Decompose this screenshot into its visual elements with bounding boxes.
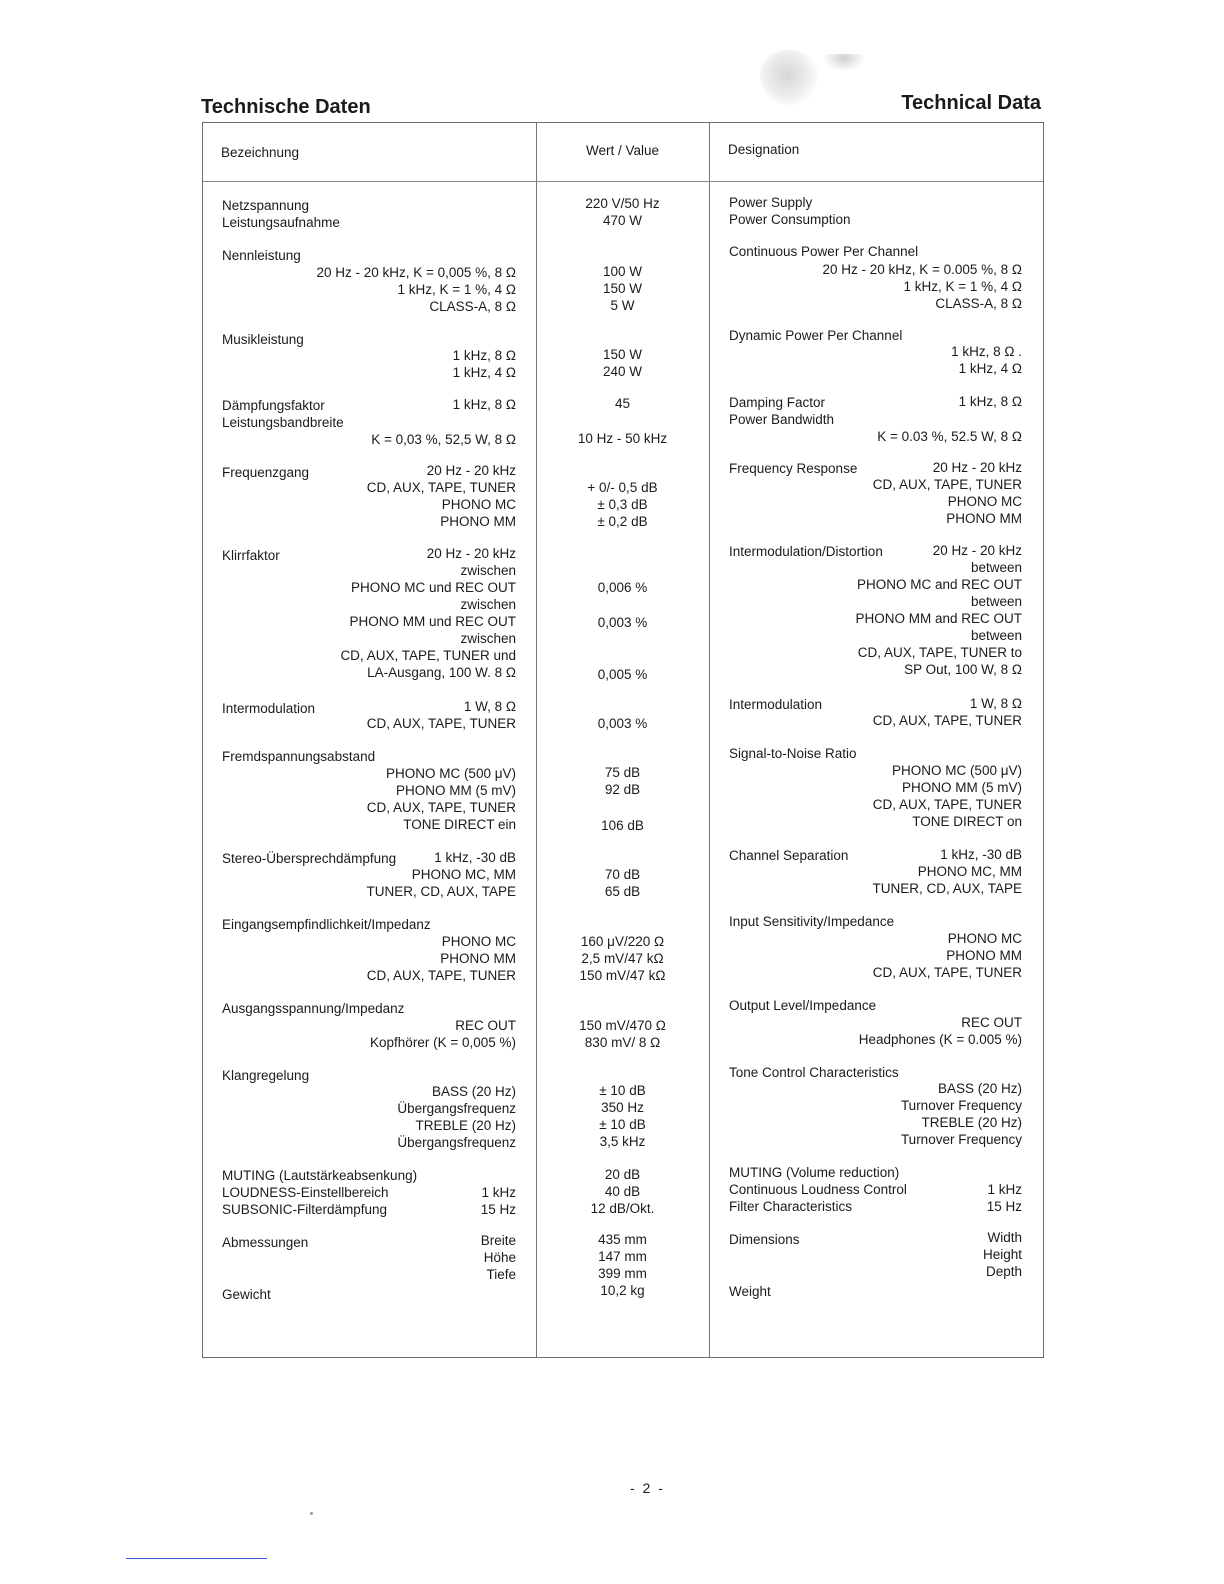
intermod-title-en: Intermodulation bbox=[729, 697, 823, 712]
column-divider bbox=[709, 123, 710, 1357]
input-values: 160 μV/220 Ω 2,5 mV/47 kΩ 150 mV/47 kΩ bbox=[579, 934, 666, 983]
snr-conditions-en: PHONO MC (500 μV) PHONO MM (5 mV) CD, AUX, TAPE, TUNER TONE DIRECT on bbox=[872, 763, 1022, 829]
music-power-title-en: Dynamic Power Per Channel bbox=[729, 328, 903, 343]
snr-values: 75 dB 92 dB bbox=[604, 765, 641, 797]
muting-labels-en: MUTING (Volume reduction) Continuous Loudness Control Filter Characteristics bbox=[729, 1165, 907, 1214]
intermod-conditions-en: CD, AUX, TAPE, TUNER bbox=[872, 713, 1022, 728]
distortion-conditions-de: zwischen PHONO MC und REC OUT zwischen PHONO MM und REC OUT zwischen CD, AUX, TAPE, TUNER und LA-Ausgang, 100 W. 8 Ω bbox=[340, 563, 516, 680]
power-supply-de: Netzspannung Leistungsaufnahme bbox=[222, 198, 340, 230]
distortion-title-en: Intermodulation/Distortion bbox=[729, 544, 883, 559]
power-supply-en: Power Supply Power Consumption bbox=[729, 195, 851, 227]
output-conditions-de: REC OUT Kopfhörer (K = 0,005 %) bbox=[370, 1018, 516, 1050]
dimensions-title-en: Dimensions bbox=[729, 1232, 800, 1247]
rated-power-conditions-de: 20 Hz - 20 kHz, K = 0,005 %, 8 Ω 1 kHz, K = 1 %, 4 Ω CLASS-A, 8 Ω bbox=[316, 265, 516, 314]
output-conditions-en: REC OUT Headphones (K = 0.005 %) bbox=[858, 1015, 1022, 1047]
freq-response-conditions-en: CD, AUX, TAPE, TUNER PHONO MC PHONO MM bbox=[872, 477, 1022, 526]
intermod-conditions-de: CD, AUX, TAPE, TUNER bbox=[366, 716, 516, 731]
muting-labels-de: MUTING (Lautstärkeabsenkung) LOUDNESS-Einstellbereich SUBSONIC-Filterdämpfung bbox=[222, 1168, 418, 1217]
rated-power-title-de: Nennleistung bbox=[222, 248, 301, 263]
damping-title-de: Dämpfungsfaktor bbox=[222, 398, 325, 413]
freq-response-conditions-de: CD, AUX, TAPE, TUNER PHONO MC PHONO MM bbox=[366, 480, 516, 529]
smudge-mark-small bbox=[823, 54, 865, 72]
output-values: 150 mV/470 Ω 830 mV/ 8 Ω bbox=[579, 1018, 666, 1050]
tone-conditions-de: BASS (20 Hz) Übergangsfrequenz TREBLE (20 Hz) Übergangsfrequenz bbox=[397, 1084, 516, 1150]
separation-title-cond-en: 1 kHz, -30 dB bbox=[940, 847, 1022, 862]
tone-title-de: Klangregelung bbox=[222, 1068, 310, 1083]
intermod-title-de: Intermodulation bbox=[222, 701, 316, 716]
freq-response-values: + 0/- 0,5 dB ± 0,3 dB ± 0,2 dB bbox=[587, 480, 658, 529]
muting-values: 20 dB 40 dB 12 dB/Okt. bbox=[590, 1167, 655, 1216]
snr-conditions-de: PHONO MC (500 μV) PHONO MM (5 mV) CD, AUX, TAPE, TUNER TONE DIRECT ein bbox=[366, 766, 516, 832]
muting-conditions-en: 1 kHz 15 Hz bbox=[986, 1182, 1022, 1214]
header-designation-en: Designation bbox=[728, 142, 800, 157]
input-title-de: Eingangsempfindlichkeit/Impedanz bbox=[222, 917, 431, 932]
snr-value-tone-direct: 106 dB bbox=[601, 818, 644, 833]
rated-power-title-en: Continuous Power Per Channel bbox=[729, 244, 919, 259]
bandwidth-title-en: Power Bandwidth bbox=[729, 412, 835, 427]
snr-title-en: Signal-to-Noise Ratio bbox=[729, 746, 857, 761]
input-conditions-en: PHONO MC PHONO MM CD, AUX, TAPE, TUNER bbox=[872, 931, 1022, 980]
header-divider bbox=[203, 181, 1043, 182]
distortion-title-cond-en: 20 Hz - 20 kHz bbox=[932, 543, 1022, 558]
freq-response-title-cond-de: 20 Hz - 20 kHz bbox=[426, 463, 516, 478]
distortion-value-mm: 0,003 % bbox=[597, 615, 648, 630]
damping-title-en: Damping Factor bbox=[729, 395, 826, 410]
dimensions-values: 435 mm 147 mm 399 mm 10,2 kg bbox=[598, 1232, 647, 1298]
separation-conditions-en: PHONO MC, MM TUNER, CD, AUX, TAPE bbox=[872, 864, 1022, 896]
bandwidth-value: 10 Hz - 50 kHz bbox=[577, 431, 668, 446]
page-title-german: Technische Daten bbox=[201, 96, 371, 118]
page-title-english: Technical Data bbox=[901, 92, 1041, 114]
snr-title-de: Fremdspannungsabstand bbox=[222, 749, 376, 764]
distortion-conditions-en: between PHONO MC and REC OUT between PHONO MM and REC OUT between CD, AUX, TAPE, TUNER to SP Out, 100 W, 8 Ω bbox=[855, 560, 1022, 677]
dimensions-conditions-de: Breite Höhe Tiefe bbox=[480, 1233, 516, 1282]
music-power-conditions-de: 1 kHz, 8 Ω 1 kHz, 4 Ω bbox=[452, 348, 516, 380]
spec-table bbox=[202, 122, 1044, 1358]
music-power-title-de: Musikleistung bbox=[222, 332, 304, 347]
distortion-title-cond-de: 20 Hz - 20 kHz bbox=[426, 546, 516, 561]
rated-power-conditions-en: 20 Hz - 20 kHz, K = 0.005 %, 8 Ω 1 kHz, K = 1 %, 4 Ω CLASS-A, 8 Ω bbox=[822, 262, 1022, 311]
distortion-title-de: Klirrfaktor bbox=[222, 548, 280, 563]
freq-response-title-de: Frequenzgang bbox=[222, 465, 310, 480]
freq-response-title-en: Frequency Response bbox=[729, 461, 858, 476]
scan-speck bbox=[310, 1512, 313, 1515]
power-supply-values: 220 V/50 Hz 470 W bbox=[585, 196, 660, 228]
weight-title-en: Weight bbox=[729, 1284, 771, 1299]
tone-conditions-en: BASS (20 Hz) Turnover Frequency TREBLE (20 Hz) Turnover Frequency bbox=[900, 1081, 1022, 1147]
bandwidth-condition-en: K = 0.03 %, 52.5 W, 8 Ω bbox=[877, 429, 1022, 444]
intermod-title-cond-de: 1 W, 8 Ω bbox=[463, 699, 516, 714]
header-designation-de: Bezeichnung bbox=[221, 145, 300, 160]
music-power-conditions-en: 1 kHz, 8 Ω . 1 kHz, 4 Ω bbox=[951, 344, 1022, 376]
damping-value: 45 bbox=[614, 396, 631, 411]
distortion-value-line: 0,005 % bbox=[597, 667, 648, 682]
music-power-values: 150 W 240 W bbox=[602, 347, 643, 379]
input-conditions-de: PHONO MC PHONO MM CD, AUX, TAPE, TUNER bbox=[366, 934, 516, 983]
separation-title-de: Stereo-Übersprechdämpfung bbox=[222, 851, 397, 866]
separation-title-en: Channel Separation bbox=[729, 848, 849, 863]
smudge-mark bbox=[760, 50, 820, 106]
intermod-value: 0,003 % bbox=[597, 716, 648, 731]
damping-condition-de: 1 kHz, 8 Ω bbox=[452, 397, 516, 412]
muting-conditions-de: 1 kHz 15 Hz bbox=[480, 1185, 516, 1217]
dimensions-title-de: Abmessungen bbox=[222, 1235, 309, 1250]
output-title-de: Ausgangsspannung/Impedanz bbox=[222, 1001, 405, 1016]
page-number: - 2 - bbox=[630, 1480, 665, 1496]
dimensions-conditions-en: Width Height Depth bbox=[982, 1230, 1022, 1279]
intermod-title-cond-en: 1 W, 8 Ω bbox=[969, 696, 1022, 711]
separation-values: 70 dB 65 dB bbox=[604, 867, 641, 899]
header-value: Wert / Value bbox=[585, 143, 660, 158]
bottom-rule bbox=[126, 1558, 267, 1559]
tone-title-en: Tone Control Characteristics bbox=[729, 1065, 899, 1080]
tone-values: ± 10 dB 350 Hz ± 10 dB 3,5 kHz bbox=[599, 1083, 646, 1149]
input-title-en: Input Sensitivity/Impedance bbox=[729, 914, 895, 929]
distortion-value-mc: 0,006 % bbox=[597, 580, 648, 595]
freq-response-title-cond-en: 20 Hz - 20 kHz bbox=[932, 460, 1022, 475]
separation-title-cond-de: 1 kHz, -30 dB bbox=[434, 850, 516, 865]
weight-title-de: Gewicht bbox=[222, 1287, 271, 1302]
separation-conditions-de: PHONO MC, MM TUNER, CD, AUX, TAPE bbox=[366, 867, 516, 899]
bandwidth-title-de: Leistungsbandbreite bbox=[222, 415, 344, 430]
damping-condition-en: 1 kHz, 8 Ω bbox=[958, 394, 1022, 409]
rated-power-values: 100 W 150 W 5 W bbox=[602, 264, 643, 313]
output-title-en: Output Level/Impedance bbox=[729, 998, 877, 1013]
bandwidth-condition-de: K = 0,03 %, 52,5 W, 8 Ω bbox=[371, 432, 516, 447]
